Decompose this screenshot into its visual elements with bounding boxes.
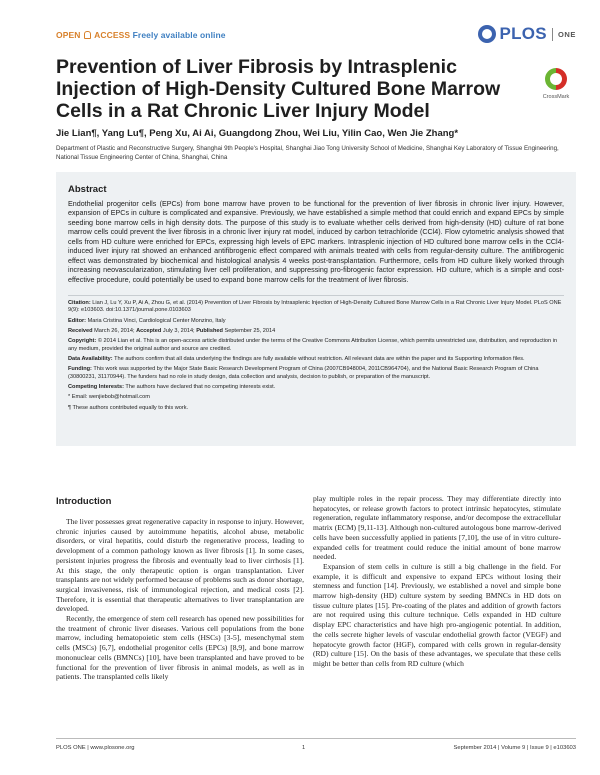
top-bar xyxy=(56,24,576,46)
affiliation: Department of Plastic and Reconstructive Surgery, Shanghai 9th People's Hospital, Shanghai Jiao Tong University School of Medicine, Shanghai Key Laboratory of Tissue Engineering, National Tissue Engineering Center of China, Shanghai, China xyxy=(56,145,559,161)
data-availability: Data Availability: The authors confirm that all data underlying the findings are fully available without restriction. All relevant data are within the paper and its Supporting Information files. xyxy=(68,356,525,363)
copyright: Copyright: © 2014 Lian et al. This is an open-access article distributed under the terms of the Creative Commons Attribution License, which permits unrestricted use, distribution, and reproduction in any medium, provided the original author and source are credited. xyxy=(68,338,558,352)
dates: Received March 26, 2014; Accepted July 3, 2014; Published September 25, 2014 xyxy=(68,328,276,335)
body-column-left xyxy=(56,517,304,682)
crossmark-icon xyxy=(541,68,571,98)
email: * Email: wenjiebob@hotmail.com xyxy=(68,394,150,401)
intro-paragraph-4: Expansion of stem cells in culture is still a big challenge in the field. For example, it is difficult and expensive to expand EPCs without losing their stemness and function [14]. Previously, we established a novel and simple bone marrow high-density (HD) culture system by seeding BMNCs in HD dots on tissue culture plates [15]. Pre-coating of the plates and addition of growth factors are not required using this culture technique. Cells expanded in HD culture display EPC characteristics and have high pro-angiogenic potential. In addition, the cells secrete higher levels of vascular endothelial growth factor (VEGF) and hepatocyte growth factor (HGF), compared with cells grown in regular-density (RD) culture [15]. On the basis of these advantages, we speculate that these cells might be better than cells from RD culture (which xyxy=(313,561,561,668)
open-access-badge: OPEN ACCESS Freely available online xyxy=(56,30,226,40)
paper-title: Prevention of Liver Fibrosis by Intrasplenic Injection of High-Density Cultured Bone Marrow Cells in a Rat Chronic Liver Injury Model xyxy=(56,56,501,122)
competing-interests: Competing Interests: The authors have declared that no competing interests exist. xyxy=(68,384,276,391)
funding: Funding: This work was supported by the Major State Basic Research Development Program of China (2007CB948004, 2011CB964704), and the National Basic Research Program of China (30800231, 31170944). The funders had no role in study design, data collection and analysis, decision to publish, or preparation of the manuscript. xyxy=(68,366,539,380)
intro-paragraph-3: play multiple roles in the repair process. They may differentiate directly into hepatocytes, or release growth factors to protect intrinsic hepatocytes, stimulate regeneration, regulate inflammatory response, and/or decompose the extracellular matrix (ECM) [9,11-13]. Although non-cultured autologous bone marrow-derived cells have been successfully applied in patients [7,10], the use of in vitro culture-expanded cells for treatment could reduce the initial amount of bone marrow needed. xyxy=(313,494,561,562)
open-lock-icon xyxy=(84,31,91,39)
introduction-heading: Introduction xyxy=(56,496,112,507)
intro-paragraph-1: The liver possesses great regenerative capacity in response to injury. However, chronic injuries caused by autoimmune hepatitis, alcohol abuse, metabolic disorders, or viral hepatitis, could disturb the regenerative process, leading to development of a common pathology known as liver fibrosis [1]. In some cases, persistent injuries progress the fibrosis and eventually lead to liver cirrhosis [1]. At this stage, the only therapeutic option is organ transplantation. Liver transplants are not widely performed because of problems such as donor shortage, surgical invasiveness, risk of immunological rejection, and medical costs [2]. Therefore, it is essential that therapeutic alternatives to liver transplantation are developed. xyxy=(56,517,304,614)
crossmark-badge[interactable]: CrossMark xyxy=(534,68,578,100)
page-footer xyxy=(56,738,576,751)
article-metadata xyxy=(68,295,564,412)
plos-circle-icon xyxy=(478,25,496,43)
journal-logo: PLOS ONE xyxy=(478,24,576,44)
abstract-text: Endothelial progenitor cells (EPCs) from bone marrow have proven to be functional for the prevention of liver fibrosis in chronic liver injury. However, expansion of EPCs in culture is complicated and expansive. Previously, we have established a simple method that could enrich and expand EPCs by simple seeding bone marrow cells in high density dots. The purpose of this study is to evaluate whether cells derived from high-density (HD) culture of rat bone marrow cells could prevent the liver fibrosis in a chronic liver injury rat model, induced by carbon tetrachloride (CCl4). Flow cytometric analysis showed that cells from HD culture were enriched for EPCs, expressing high levels of EPC markers. Intrasplenic injection of HD cultured bone marrow cells in the CCl4-induced liver injury rat showed an enhanced antifibrogenic effect compared with animals treated with cells from regular-density culture. The antifibrogenic effect was demonstrated by biochemical and histological analysis 4 weeks post-transplantation. Furthermore, cells from HD culture likely worked through increasing neovascularization, stimulating liver cell proliferation, and suppressing pro-fibrogenic factor expression. HD culture, which is a simple and cost-effective procedure, could potentially be used to expand bone marrow cells for the treatment of liver fibrosis. xyxy=(68,200,564,284)
footer-issue: September 2014 | Volume 9 | Issue 9 | e103603 xyxy=(453,745,576,751)
intro-paragraph-2: Recently, the emergence of stem cell research has opened new possibilities for the treatment of chronic liver diseases. Various cell populations from the bone marrow, including hematopoietic stem cells (HSCs) [3-5], mesenchymal stem cells (MSCs) [6,7], endothelial progenitor cells (EPCs) [8,9], and bone marrow mononuclear cells (BMNCs) [10], have been transplanted and have proved to be functional for the prevention of liver fibrosis in animal models, as well as in patients. The transplanted cells likely xyxy=(56,614,304,682)
equal-contribution: ¶ These authors contributed equally to this work. xyxy=(68,404,189,411)
author-list: Jie Lian¶, Yang Lu¶, Peng Xu, Ai Ai, Guangdong Zhou, Wei Liu, Yilin Cao, Wen Jie Zhang* xyxy=(56,128,459,139)
editor: Editor: Maria Cristina Vinci, Cardiological Center Monzino, Italy xyxy=(68,317,226,324)
abstract-heading: Abstract xyxy=(68,184,107,195)
abstract-box xyxy=(56,172,576,446)
freely-available-label: Freely available online xyxy=(132,30,226,40)
footer-journal: PLOS ONE | www.plosone.org xyxy=(56,745,135,751)
body-column-right xyxy=(313,494,561,669)
page-number: 1 xyxy=(302,745,306,751)
citation: Citation: Lian J, Lu Y, Xu P, Ai A, Zhou G, et al. (2014) Prevention of Liver Fibrosis by Intrasplenic Injection of High-Density Cultured Bone Marrow Cells in a Rat Chronic Liver Injury Model. PLoS ONE 9(9): e103603. doi:10.1371/journal.pone.0103603 xyxy=(68,300,562,314)
